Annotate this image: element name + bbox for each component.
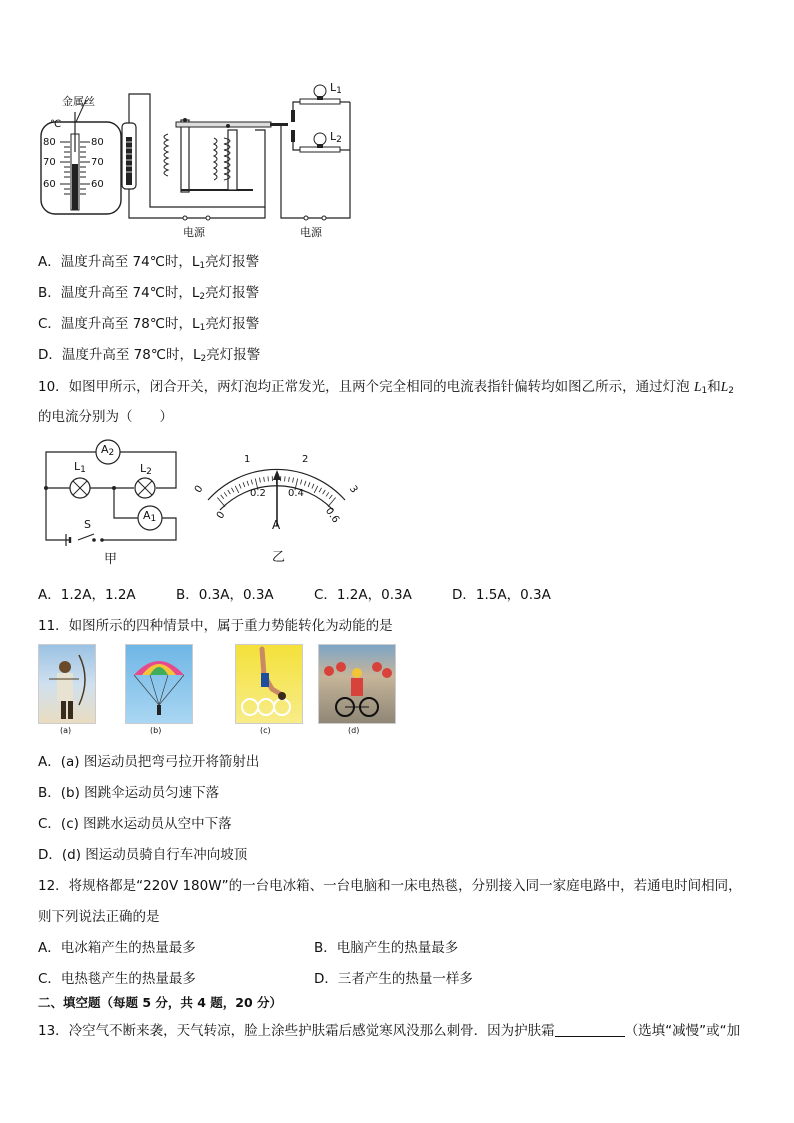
- dial-tick: [308, 482, 310, 487]
- power-label-2: 电源: [300, 226, 322, 239]
- q11-photo-d-cyclist: [318, 644, 396, 724]
- q11-stem: 11．如图所示的四种情景中，属于重力势能转化为动能的是: [38, 618, 393, 634]
- lamp-l2-label: $L_2$: [330, 130, 342, 145]
- q12-option-b: B．电脑产生的热量最多: [314, 940, 459, 956]
- q10-stem-line2: 的电流分别为（ ）: [38, 409, 173, 425]
- dial-inner-0: 0: [214, 509, 228, 522]
- section-2-heading: 二、填空题（每题 5 分，共 4 题，20 分）: [38, 995, 283, 1010]
- q9-option-d: D．温度升高至 78℃时，$L_2$亮灯报警: [38, 347, 261, 364]
- dial-inner-06: 0.6: [322, 505, 342, 526]
- q11-option-c: C．(c) 图跳水运动员从空中下落: [38, 816, 232, 832]
- q12-stem-line2: 则下列说法正确的是: [38, 909, 160, 925]
- q10-option-d: D．1.5A，0.3A: [452, 587, 551, 603]
- dial-outer-3: 3: [346, 483, 360, 496]
- q10-option-b: B．0.3A，0.3A: [176, 587, 274, 603]
- figure-yi-caption: 乙: [272, 550, 286, 565]
- q10-option-c: C．1.2A，0.3A: [314, 587, 412, 603]
- q13-answer-blank[interactable]: [555, 1024, 625, 1037]
- right-tick-80: 80: [91, 137, 104, 148]
- q11-photo-c-diver: [235, 644, 303, 724]
- q10-figure-jia: [38, 438, 183, 566]
- q11-caption-b: (b): [150, 726, 162, 735]
- q12-option-a: A．电冰箱产生的热量最多: [38, 940, 196, 956]
- q10-figure-yi-ammeter-dial: [190, 448, 365, 568]
- figure-jia-caption: 甲: [104, 552, 118, 567]
- dial-tick: [221, 495, 224, 499]
- lamp-l2-label: $L_2$: [140, 462, 152, 477]
- dial-tick: [239, 484, 241, 489]
- dial-tick: [247, 481, 249, 486]
- lamp-l1-label: $L_1$: [74, 460, 86, 475]
- dial-tick: [329, 495, 332, 499]
- q11-option-b: B．(b) 图跳伞运动员匀速下落: [38, 785, 220, 801]
- q11-photo-b-parachute: [125, 644, 193, 724]
- left-tick-80: 80: [43, 137, 56, 148]
- dial-tick: [304, 481, 306, 486]
- right-tick-60: 60: [91, 179, 104, 190]
- dial-tick: [224, 492, 227, 496]
- q10-option-a: A．1.2A，1.2A: [38, 587, 136, 603]
- q11-caption-c: (c): [260, 726, 271, 735]
- dial-tick: [293, 478, 294, 483]
- dial-tick: [251, 480, 252, 485]
- dial-tick: [312, 484, 314, 489]
- q11-photo-a-archer: [38, 644, 96, 724]
- q9-relay-circuit-figure: [38, 82, 358, 244]
- dial-tick: [235, 486, 239, 493]
- dial-tick: [319, 488, 321, 492]
- q12-option-c: C．电热毯产生的热量最多: [38, 971, 196, 987]
- q10-stem-line1: 10．如图甲所示，闭合开关，两灯泡均正常发光，且两个完全相同的电流表指针偏转均如图乙所示，通过灯泡 $L_1$和$L_2$: [38, 379, 734, 396]
- lamp-l1-label: $L_1$: [330, 81, 342, 96]
- right-tick-70: 70: [91, 157, 104, 168]
- ammeter-a1-label: $A_1$: [143, 509, 157, 524]
- power-label-1: 电源: [183, 226, 205, 239]
- q9-option-c: C．温度升高至 78℃时，$L_1$亮灯报警: [38, 316, 260, 333]
- left-tick-60: 60: [43, 179, 56, 190]
- q11-option-a: A．(a) 图运动员把弯弓拉开将箭射出: [38, 754, 260, 770]
- dial-tick: [264, 477, 265, 482]
- dial-outer-1: 1: [244, 454, 251, 465]
- dial-tick: [314, 486, 318, 493]
- dial-tick: [326, 492, 329, 496]
- q12-option-d: D．三者产生的热量一样多: [314, 971, 473, 987]
- dial-tick: [259, 478, 260, 483]
- dial-tick: [323, 490, 326, 494]
- dial-tick: [300, 480, 301, 485]
- dial-tick: [217, 498, 225, 507]
- switch-label: S: [84, 518, 91, 531]
- dial-outer-0: 0: [192, 483, 206, 496]
- q11-option-d: D．(d) 图运动员骑自行车冲向坡顶: [38, 847, 248, 863]
- dial-tick: [289, 477, 290, 482]
- q13-stem: 13．冷空气不断来袭，天气转凉，脸上涂些护肤霜后感觉寒风没那么刺骨．因为护肤霜 （选填“减慢”或“加: [38, 1023, 741, 1039]
- ammeter-a2-label: $A_2$: [101, 443, 115, 458]
- left-tick-70: 70: [43, 157, 56, 168]
- dial-tick: [243, 482, 245, 487]
- q11-caption-d: (d): [348, 726, 360, 735]
- dial-outer-2: 2: [302, 454, 309, 465]
- q9-option-a: A．温度升高至 74℃时，$L_1$亮灯报警: [38, 254, 260, 271]
- q9-option-b: B．温度升高至 74℃时，$L_2$亮灯报警: [38, 285, 260, 302]
- q12-stem-line1: 12．将规格都是“220V 180W”的一台电冰箱、一台电脑和一床电热毯，分别接入同一家庭电路中，若通电时间相同，: [38, 878, 742, 894]
- dial-unit-label: A: [272, 518, 281, 532]
- metal-wire-label: 金属丝: [62, 95, 95, 108]
- dial-tick: [228, 490, 231, 494]
- dial-inner-02: 0.2: [250, 488, 266, 499]
- dial-tick: [231, 488, 233, 492]
- celsius-label: ℃: [50, 119, 62, 130]
- q11-caption-a: (a): [60, 726, 72, 735]
- dial-inner-04: 0.4: [288, 488, 304, 499]
